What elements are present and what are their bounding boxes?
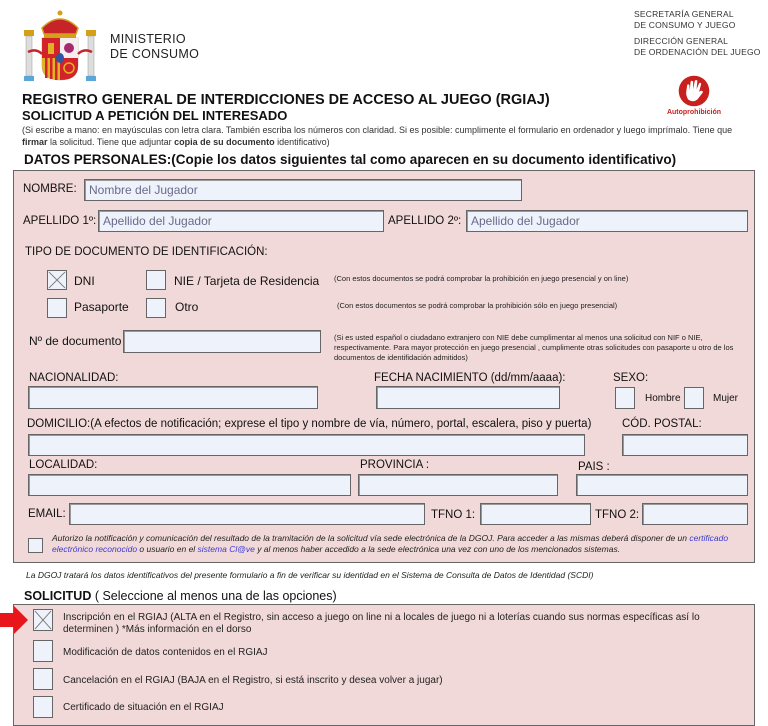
autorizo-text-part: o usuario en el bbox=[137, 544, 198, 554]
secretaria-line1: SECRETARÍA GENERAL bbox=[634, 9, 734, 19]
sistema-clave-link[interactable]: sistema Cl@ve bbox=[197, 544, 255, 554]
form-subtitle: SOLICITUD A PETICIÓN DEL INTERESADO bbox=[22, 108, 288, 123]
nacionalidad-input[interactable] bbox=[28, 386, 318, 409]
inscripcion-label: Inscripción en el RGIAJ (ALTA en el Registro, sin acceso a juego on line ni a locales de juego ni a loterías cuando sus normas específicas así lo determinen ) *Más información en el dorso bbox=[63, 612, 700, 635]
red-arrow-indicator bbox=[0, 606, 28, 634]
modificacion-checkbox[interactable] bbox=[33, 640, 53, 662]
inscripcion-checkbox[interactable] bbox=[33, 609, 53, 631]
mujer-label: Mujer bbox=[713, 393, 739, 404]
cancelacion-checkbox[interactable] bbox=[33, 668, 53, 690]
pasaporte-label: Pasaporte bbox=[74, 300, 129, 314]
section-title-datos-personales: DATOS PERSONALES:(Copie los datos siguientes tal como aparecen en su documento identificativo) bbox=[24, 152, 677, 167]
nacionalidad-label: NACIONALIDAD: bbox=[29, 372, 119, 384]
instructions-bold-firmar: firmar bbox=[22, 137, 48, 147]
coat-of-arms-icon bbox=[22, 8, 98, 84]
nie-label: NIE / Tarjeta de Residencia bbox=[174, 274, 320, 288]
hombre-checkbox[interactable] bbox=[615, 387, 635, 409]
autorizo-text bbox=[52, 533, 748, 555]
note-presencial: (Con estos documentos se podrá comprobar la prohibición sólo en juego presencial) bbox=[337, 301, 618, 310]
pais-input[interactable] bbox=[576, 474, 748, 496]
nombre-label: NOMBRE: bbox=[23, 183, 77, 195]
nombre-input[interactable]: Nombre del Jugador bbox=[84, 179, 522, 201]
tfno2-input[interactable] bbox=[642, 503, 748, 525]
pasaporte-checkbox[interactable] bbox=[47, 298, 67, 318]
apellido2-label: APELLIDO 2º: bbox=[388, 215, 462, 227]
autoprohibicion-logo bbox=[664, 74, 724, 120]
domicilio-input[interactable] bbox=[28, 434, 585, 456]
tipo-documento-label: TIPO DE DOCUMENTO DE IDENTIFICACIÓN: bbox=[25, 246, 268, 258]
solicitud-title-rest: ( Seleccione al menos una de las opciones) bbox=[91, 589, 337, 603]
direccion-line1: DIRECCIÓN GENERAL bbox=[634, 36, 729, 46]
autorizo-checkbox[interactable] bbox=[28, 538, 43, 553]
certificado-checkbox[interactable] bbox=[33, 696, 53, 718]
autorizo-text-part: Autorizo la notificación y comunicación del resultado de la tramitación de la solicitud vía sede electrónica de la DGOJ. Para acceder a las mismas deberá disponer de un bbox=[52, 533, 690, 543]
instructions-bold-copia: copia de su documento bbox=[174, 137, 275, 147]
check-x-icon bbox=[34, 610, 52, 630]
apellido1-input[interactable]: Apellido del Jugador bbox=[98, 210, 384, 232]
otro-checkbox[interactable] bbox=[146, 298, 166, 318]
solicitud-title-bold: SOLICITUD bbox=[24, 589, 92, 603]
direccion-line2: DE ORDENACIÓN DEL JUEGO bbox=[634, 47, 761, 57]
scdi-note: La DGOJ tratará los datos identificativos del presente formulario a fin de verificar su identidad en el Sistema de Consulta de Datos de Identidad (SCDI) bbox=[26, 570, 594, 580]
instructions-text: identificativo) bbox=[274, 137, 330, 147]
certificado-electronico-link[interactable]: certificado electrónico reconocido bbox=[52, 533, 729, 554]
tfno2-label: TFNO 2: bbox=[595, 509, 640, 521]
email-input[interactable] bbox=[69, 503, 425, 525]
nie-checkbox[interactable] bbox=[146, 270, 166, 290]
cancelacion-label: Cancelación en el RGIAJ (BAJA en el Registro, si está inscrito y desea volver a jugar) bbox=[63, 675, 443, 686]
section-title-solicitud bbox=[24, 589, 337, 603]
arrow-right-icon bbox=[0, 606, 28, 634]
email-label: EMAIL: bbox=[28, 508, 66, 520]
sexo-label: SEXO: bbox=[613, 372, 649, 384]
apellido2-input[interactable]: Apellido del Jugador bbox=[466, 210, 748, 232]
autoprohibicion-caption: Autoprohibición bbox=[666, 109, 722, 116]
autorizo-text-part: y al menos haber accedido a la sede electrónica una vez con uno de los mencionados sistemas. bbox=[254, 544, 621, 554]
num-documento-note: (Si es usted español o ciudadano extranjero con NIE debe cumplimentar al menos una solicitud con NIF o NIE, respectivamente. Para mayor protección en juego presencial , cumplimente otras solicitudes con pasaporte u otro de los documentos de identifidación admitidos) bbox=[334, 333, 734, 362]
num-documento-label: Nº de documento bbox=[29, 334, 122, 348]
tfno1-input[interactable] bbox=[480, 503, 591, 525]
provincia-input[interactable] bbox=[358, 474, 558, 496]
dni-label: DNI bbox=[74, 274, 95, 288]
ministry-name-line2: DE CONSUMO bbox=[110, 47, 200, 61]
note-online: (Con estos documentos se podrá comprobar la prohibición en juego presencial y on line) bbox=[334, 274, 629, 283]
num-documento-input[interactable] bbox=[123, 330, 321, 353]
dni-checkbox[interactable] bbox=[47, 270, 67, 290]
pais-label: PAIS : bbox=[578, 461, 610, 473]
otro-label: Otro bbox=[175, 300, 199, 314]
ministry-name-line1: MINISTERIO bbox=[110, 32, 186, 46]
mujer-checkbox[interactable] bbox=[684, 387, 704, 409]
localidad-label: LOCALIDAD: bbox=[29, 459, 98, 471]
codigo-postal-input[interactable] bbox=[622, 434, 748, 456]
domicilio-label: DOMICILIO:(A efectos de notificación; exprese el tipo y nombre de vía, número, portal, escalera, piso y puerta) bbox=[27, 418, 592, 430]
instructions bbox=[22, 124, 748, 148]
localidad-input[interactable] bbox=[28, 474, 351, 496]
instructions-text: (Si escribe a mano: en mayúsculas con letra clara. También escriba los números con claridad. Si es posible: cumplimente el formulario en ordenador y luego imprímalo. Tiene que bbox=[22, 125, 733, 135]
fecha-nacimiento-label: FECHA NACIMIENTO (dd/mm/aaaa): bbox=[374, 372, 566, 384]
tfno1-label: TFNO 1: bbox=[431, 509, 476, 521]
secretaria-line2: DE CONSUMO Y JUEGO bbox=[634, 20, 736, 30]
provincia-label: PROVINCIA : bbox=[360, 459, 430, 471]
check-x-icon bbox=[48, 271, 66, 289]
fecha-nacimiento-input[interactable] bbox=[376, 386, 560, 409]
apellido1-label: APELLIDO 1º: bbox=[23, 215, 97, 227]
hombre-label: Hombre bbox=[645, 393, 681, 404]
form-title: REGISTRO GENERAL DE INTERDICCIONES DE ACCESO AL JUEGO (RGIAJ) bbox=[22, 92, 550, 108]
instructions-text: la solicitud. Tiene que adjuntar bbox=[47, 137, 175, 147]
modificacion-label: Modificación de datos contenidos en el RGIAJ bbox=[63, 647, 268, 658]
certificado-label: Certificado de situación en el RGIAJ bbox=[63, 702, 224, 713]
raised-hand-icon bbox=[677, 74, 711, 108]
codigo-postal-label: CÓD. POSTAL: bbox=[622, 418, 702, 430]
